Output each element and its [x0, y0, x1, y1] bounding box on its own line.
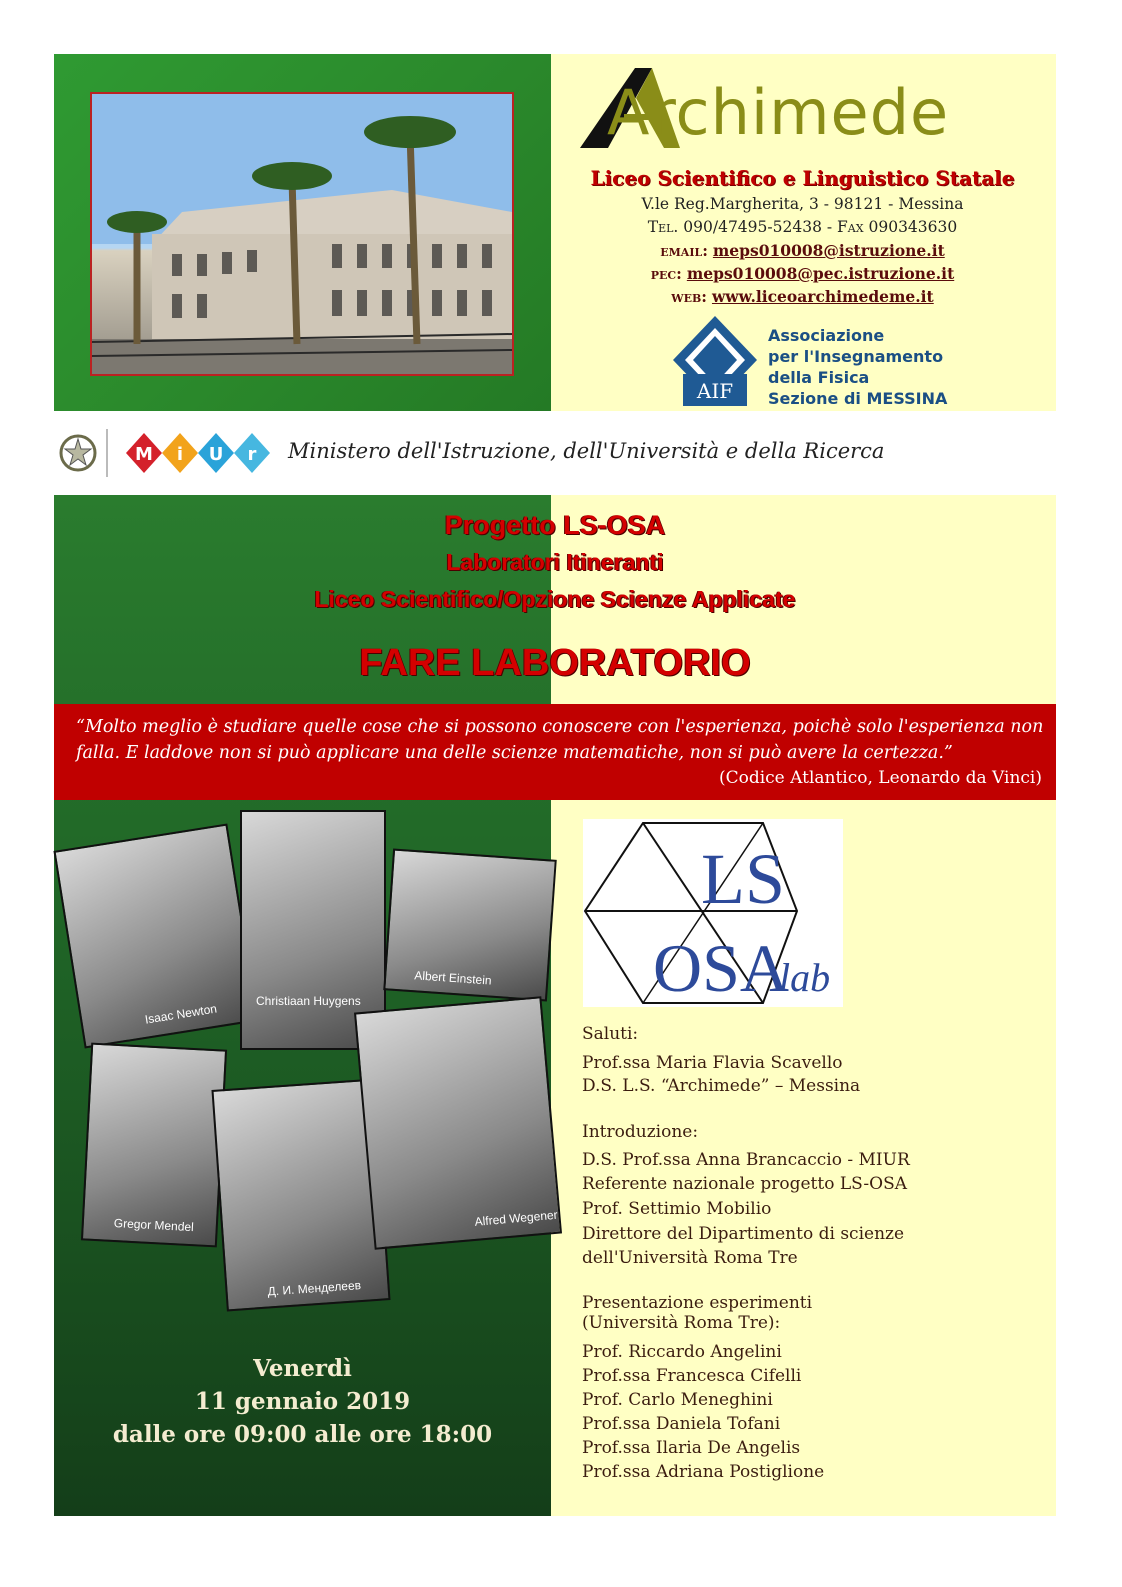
event-date	[54, 1352, 551, 1451]
divider	[106, 429, 108, 477]
portrait-wegener	[354, 996, 562, 1249]
pec-link[interactable]: meps010008@pec.istruzione.it	[686, 264, 955, 283]
portrait-caption: Д. И. Менделеев	[267, 1278, 362, 1299]
school-building-photo	[90, 92, 514, 376]
italian-emblem-icon	[58, 431, 98, 475]
portrait-mendel	[81, 1043, 227, 1248]
speaker-name: D.S. Prof.ssa Anna Brancaccio - MIUR	[582, 1150, 910, 1170]
poster	[54, 54, 1056, 1516]
ministry-bar	[54, 411, 1056, 495]
presenter-name: Prof. Carlo Meneghini	[582, 1390, 773, 1410]
logo-ls: LS	[701, 839, 786, 919]
presenter-name: Prof. Riccardo Angelini	[582, 1342, 782, 1362]
portrait-einstein	[383, 848, 557, 1001]
saluti-heading: Saluti:	[582, 1024, 639, 1044]
miur-logo	[126, 431, 272, 475]
presentation-heading: Presentazione esperimenti	[582, 1293, 813, 1313]
speaker-name: Prof. Settimio Mobilio	[582, 1199, 772, 1219]
speaker-role: Direttore del Dipartimento di scienze	[582, 1224, 905, 1244]
header-info-panel	[551, 54, 1056, 411]
speaker-role: Referente nazionale progetto LS-OSA	[582, 1174, 907, 1194]
aif-line: Sezione di MESSINA	[768, 389, 948, 408]
aif-association-name	[768, 325, 947, 409]
aif-abbr: AIF	[696, 379, 734, 403]
speaker-name: Prof.ssa Maria Flavia Scavello	[582, 1053, 843, 1073]
portrait-caption: Christiaan Huygens	[256, 994, 361, 1008]
event-time: dalle ore 09:00 alle ore 18:00	[112, 1421, 493, 1448]
web-link[interactable]: www.liceoarchimedeme.it	[711, 287, 934, 306]
quote-source: (Codice Atlantico, Leonardo da Vinci)	[718, 768, 1042, 788]
ls-osa-lab-logo	[583, 819, 843, 1007]
email-label: email:	[660, 241, 708, 260]
school-phone: Tel. 090/47495-52438 - Fax 090343630	[647, 218, 958, 236]
portrait-caption: Alfred Wegener	[474, 1207, 559, 1229]
quote-box	[54, 704, 1056, 800]
presenter-name: Prof.ssa Daniela Tofani	[582, 1414, 781, 1434]
presenter-name: Prof.ssa Adriana Postiglione	[582, 1462, 825, 1482]
pec-line	[551, 264, 1054, 283]
presenter-name: Prof.ssa Ilaria De Angelis	[582, 1438, 801, 1458]
miur-letter: M	[135, 444, 153, 465]
presentation-subheading: (Università Roma Tre):	[582, 1313, 781, 1333]
miur-letter: r	[247, 444, 257, 465]
aif-line: per l'Insegnamento	[768, 347, 944, 366]
archimede-logo	[575, 68, 1045, 158]
aif-logo	[673, 316, 757, 408]
quote-text: “Molto meglio è studiare quelle cose che si possono conoscere con l'esperienza, poichè solo l'esperienza non falla. E laddove non si può applicare una delle scienze matematiche, non si può avere la certezza.”	[76, 717, 1044, 763]
intro-heading: Introduzione:	[582, 1122, 699, 1142]
web-line	[551, 287, 1054, 306]
project-course: Liceo Scientifico/Opzione Scienze Applicate	[314, 586, 796, 612]
event-date-text: 11 gennaio 2019	[194, 1388, 411, 1415]
speaker-role: D.S. L.S. “Archimede” – Messina	[582, 1076, 861, 1096]
event-day: Venerdì	[253, 1355, 352, 1382]
event-title: FARE LABORATORIO	[359, 642, 751, 684]
portrait-caption: Gregor Mendel	[113, 1216, 195, 1235]
presenter-name: Prof.ssa Francesca Cifelli	[582, 1366, 802, 1386]
portrait-caption: Albert Einstein	[413, 968, 493, 988]
portrait-newton	[53, 823, 258, 1048]
school-name: Liceo Scientifico e Linguistico Statale	[590, 166, 1015, 190]
header-photo-panel	[54, 54, 551, 411]
project-name: Progetto LS-OSA	[444, 510, 666, 540]
logo-text: Archimede	[607, 76, 950, 149]
logo-lab: lab	[779, 955, 831, 1000]
aif-line: della Fisica	[768, 368, 870, 387]
miur-letter: U	[208, 444, 224, 465]
portrait-caption: Isaac Newton	[143, 1001, 218, 1027]
miur-letter: i	[176, 444, 184, 465]
email-line	[551, 241, 1054, 260]
project-subtitle: Laboratori Itineranti	[446, 549, 664, 575]
logo-osa: OSA	[653, 930, 790, 1006]
web-label: web:	[671, 287, 708, 306]
school-address: V.le Reg.Margherita, 3 - 98121 - Messina	[641, 195, 964, 213]
pec-label: pec:	[650, 264, 682, 283]
email-link[interactable]: meps010008@istruzione.it	[712, 241, 945, 260]
ministry-name: Ministero dell'Istruzione, dell'Università e della Ricerca	[288, 439, 885, 463]
aif-line: Associazione	[768, 326, 885, 345]
speaker-role: dell'Università Roma Tre	[582, 1248, 798, 1268]
